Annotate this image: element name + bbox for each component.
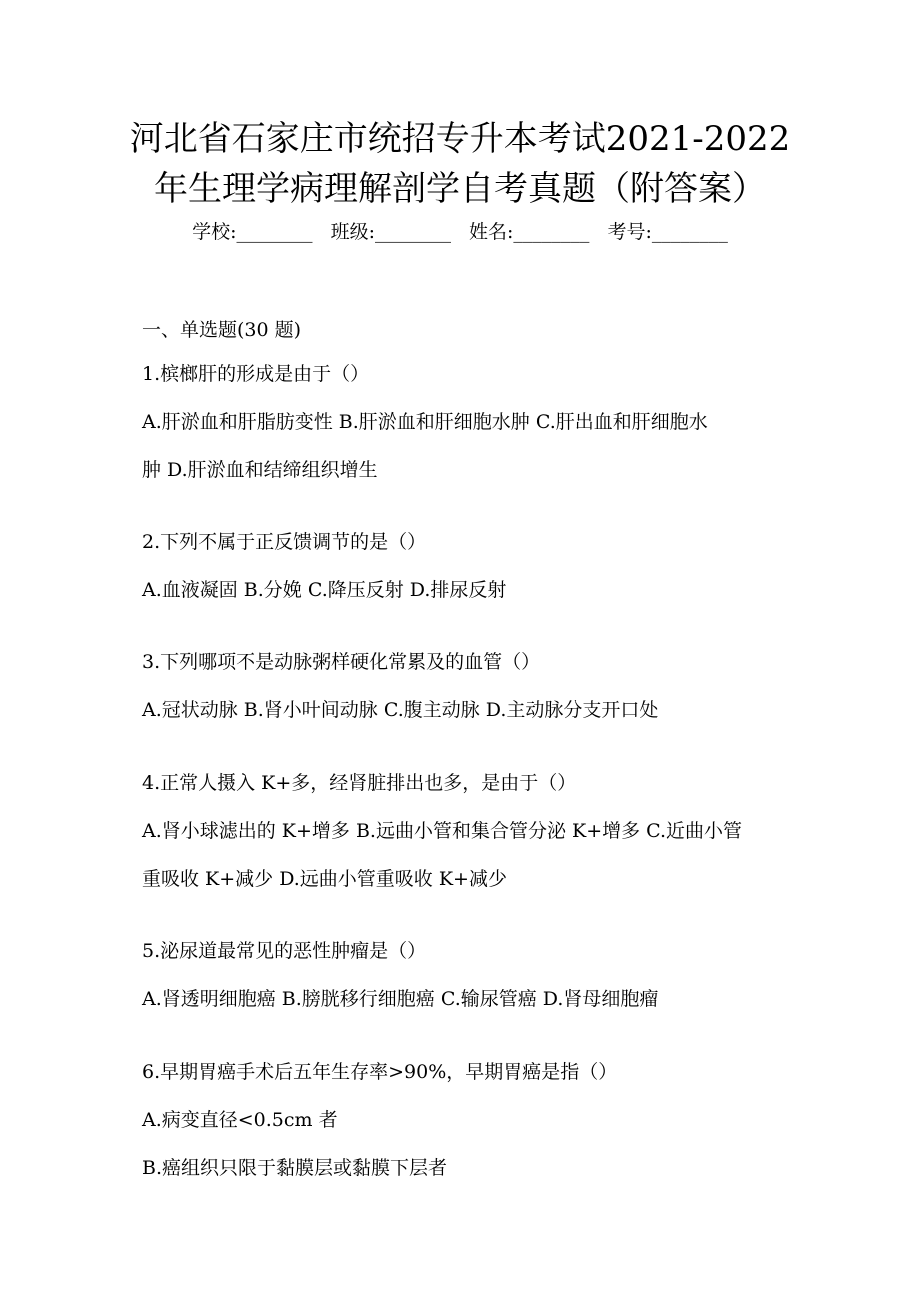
section-heading: 一、单选题(30 题) [142,319,302,341]
class-field: 班级:________ [330,221,451,243]
question-options-line: A.病变直径<0.5cm 者 [142,1109,338,1131]
question-options-line: A.血液凝固 B.分娩 C.降压反射 D.排尿反射 [142,579,507,601]
question-options-line: A.肾透明细胞癌 B.膀胱移行细胞癌 C.输尿管癌 D.肾母细胞瘤 [142,988,659,1010]
question-options-line: 重吸收 K+减少 D.远曲小管重吸收 K+减少 [142,868,507,890]
exam-number-field: 考号:________ [607,221,728,243]
question-stem: 6.早期胃癌手术后五年生存率>90%，早期胃癌是指（） [142,1061,618,1083]
question-options-line: B.癌组织只限于黏膜层或黏膜下层者 [142,1157,448,1179]
document-title-line-2: 年生理学病理解剖学自考真题（附答案） [154,169,766,209]
question-options-line: A.肝淤血和肝脂肪变性 B.肝淤血和肝细胞水肿 C.肝出血和肝细胞水 [142,411,708,433]
document-title-line-1: 河北省石家庄市统招专升本考试2021-2022 [129,119,791,159]
question-stem: 2.下列不属于正反馈调节的是（） [142,531,427,553]
name-field: 姓名:________ [469,221,590,243]
question-options-line: A.冠状动脉 B.肾小叶间动脉 C.腹主动脉 D.主动脉分支开口处 [142,699,659,721]
question-options-line: 肿 D.肝淤血和结缔组织增生 [142,459,378,481]
question-stem: 3.下列哪项不是动脉粥样硬化常累及的血管（） [142,651,541,673]
student-info-row [120,218,800,246]
question-stem: 1.槟榔肝的形成是由于（） [142,363,370,385]
question-stem: 5.泌尿道最常见的恶性肿瘤是（） [142,940,427,962]
question-options-line: A.肾小球滤出的 K+增多 B.远曲小管和集合管分泌 K+增多 C.近曲小管 [142,820,743,842]
school-field: 学校:________ [192,221,313,243]
question-stem: 4.正常人摄入 K+多，经肾脏排出也多，是由于（） [142,772,577,794]
